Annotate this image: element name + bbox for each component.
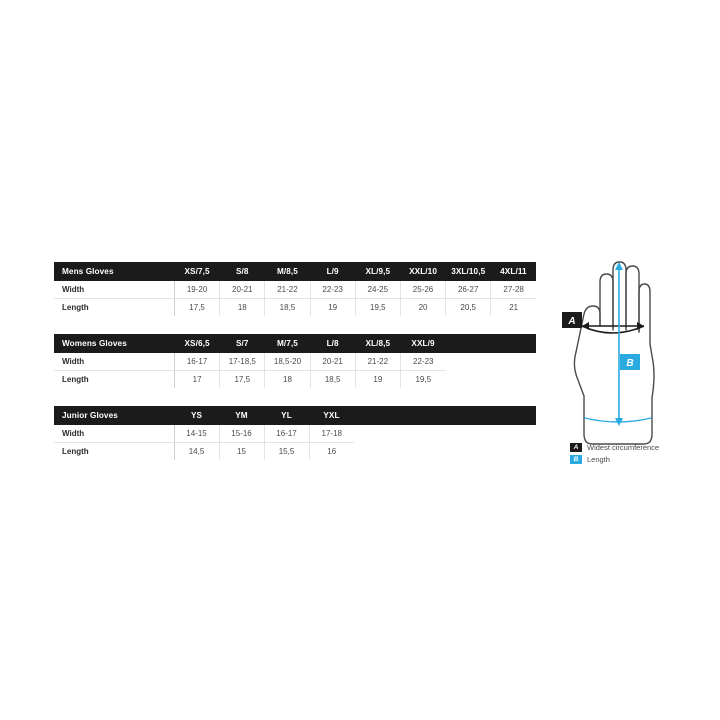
measure-cell: 24-25	[355, 281, 400, 299]
table-row	[54, 281, 536, 299]
size-header: S/7	[220, 334, 265, 353]
measure-cell: 22-23	[310, 281, 355, 299]
svg-text:A: A	[568, 316, 576, 327]
measure-cell: 17,5	[220, 371, 265, 389]
size-header: XS/7,5	[175, 262, 220, 281]
size-header: XXL/10	[400, 262, 445, 281]
measure-cell: 20-21	[310, 353, 355, 371]
measure-cell: 21-22	[265, 281, 310, 299]
measure-cell: 20,5	[446, 299, 491, 317]
table-header-row	[54, 334, 536, 353]
row-label: Length	[54, 371, 175, 389]
table-row	[54, 353, 536, 371]
size-header: YL	[264, 406, 309, 425]
table-header-row	[54, 262, 536, 281]
measure-cell: 16-17	[175, 353, 220, 371]
measure-cell: 19,5	[415, 375, 432, 384]
measure-cell: 19	[310, 299, 355, 317]
marker-a-badge	[562, 312, 582, 328]
size-header-spacer	[446, 334, 536, 353]
size-header-spacer	[354, 406, 536, 425]
table-title-mens: Mens Gloves	[54, 262, 175, 281]
measure-cell: 18,5	[265, 299, 310, 317]
measure-cell: 14-15	[174, 425, 219, 443]
size-header: L/8	[310, 334, 355, 353]
table-row	[54, 299, 536, 317]
legend-badge-b-icon: B	[570, 455, 582, 464]
measure-cell: 21-22	[355, 353, 400, 371]
marker-b-badge	[620, 354, 640, 370]
table-title-junior: Junior Gloves	[54, 406, 174, 425]
empty-cell	[354, 425, 536, 443]
size-header: M/8,5	[265, 262, 310, 281]
measure-cell: 18,5	[310, 371, 355, 389]
measure-cell: 19	[355, 371, 400, 389]
size-header: XXL/9	[400, 334, 445, 353]
legend-item-a	[570, 443, 720, 452]
svg-text:B: B	[626, 358, 634, 369]
size-header: XS/6,5	[175, 334, 220, 353]
table-title-womens: Womens Gloves	[54, 334, 175, 353]
measure-cell: 25-26	[400, 281, 445, 299]
measure-cell: 20-21	[220, 281, 265, 299]
measure-cell: 17-18,5	[220, 353, 265, 371]
measure-cell: 18	[265, 371, 310, 389]
legend-label-b: Length	[587, 455, 610, 464]
measure-cell: 15,5	[264, 443, 309, 461]
size-header: YS	[174, 406, 219, 425]
diagram-legend	[570, 443, 720, 467]
row-label: Length	[54, 443, 174, 461]
measure-cell: 16	[327, 447, 337, 456]
table-junior-gloves	[54, 406, 536, 460]
row-label: Width	[54, 281, 175, 299]
size-header: M/7,5	[265, 334, 310, 353]
size-tables-container	[54, 262, 536, 478]
measure-cell: 15	[219, 443, 264, 461]
measure-cell: 27-28	[491, 281, 536, 299]
table-row	[54, 425, 536, 443]
measure-cell: 19,5	[355, 299, 400, 317]
legend-label-a: Widest circumference	[587, 443, 660, 452]
size-header: L/9	[310, 262, 355, 281]
row-label: Length	[54, 299, 175, 317]
measure-cell: 14,5	[174, 443, 219, 461]
size-header: S/8	[220, 262, 265, 281]
empty-cell	[446, 371, 536, 389]
legend-item-b	[570, 455, 720, 464]
size-header: XL/8,5	[355, 334, 400, 353]
measure-cell: 15-16	[219, 425, 264, 443]
measure-cell: 20	[400, 299, 445, 317]
table-womens-gloves	[54, 334, 536, 388]
measure-cell: 18	[220, 299, 265, 317]
table-header-row	[54, 406, 536, 425]
row-label: Width	[54, 425, 174, 443]
measure-cell: 16-17	[264, 425, 309, 443]
table-row	[54, 443, 536, 461]
table-mens-gloves	[54, 262, 536, 316]
legend-badge-a-icon: A	[570, 443, 582, 452]
empty-cell	[446, 353, 536, 371]
size-header: XL/9,5	[355, 262, 400, 281]
size-header: YXL	[309, 406, 354, 425]
measure-cell: 17,5	[175, 299, 220, 317]
measure-cell: 22-23	[400, 353, 445, 371]
size-header: 3XL/10,5	[446, 262, 491, 281]
measure-cell: 19-20	[175, 281, 220, 299]
size-header: 4XL/11	[491, 262, 536, 281]
measure-cell: 18,5-20	[265, 353, 310, 371]
measure-cell: 17-18	[309, 425, 354, 443]
size-header: YM	[219, 406, 264, 425]
measure-cell: 21	[509, 303, 519, 312]
measure-cell: 17	[175, 371, 220, 389]
empty-cell	[354, 443, 536, 461]
row-label: Width	[54, 353, 175, 371]
measure-cell: 26-27	[446, 281, 491, 299]
table-row	[54, 371, 536, 389]
